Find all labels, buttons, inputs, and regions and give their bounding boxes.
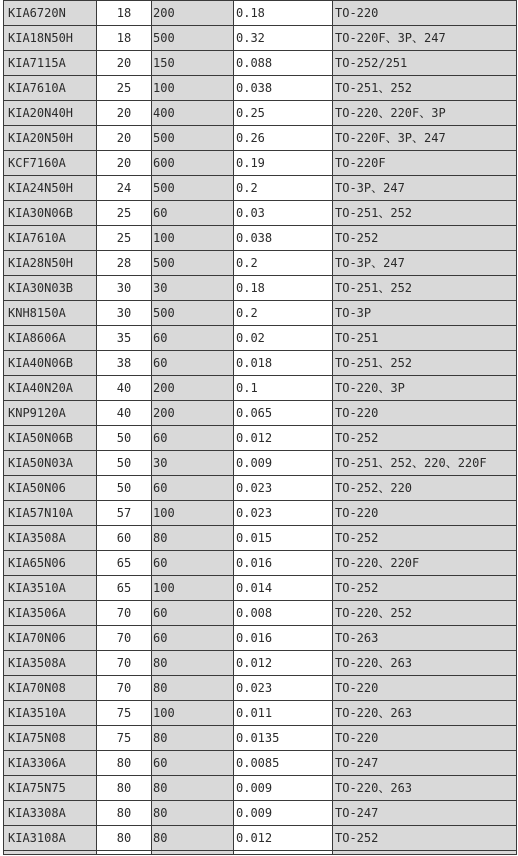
resistance-cell: 0.016 <box>234 626 333 651</box>
current-cell: 75 <box>97 726 152 751</box>
part-number-cell: KIA20N50H <box>4 126 97 151</box>
current-cell: 70 <box>97 651 152 676</box>
resistance-cell: 0.19 <box>234 151 333 176</box>
table-row <box>4 426 517 451</box>
voltage-cell: 80 <box>152 826 234 851</box>
current-cell: 80 <box>97 801 152 826</box>
table-row <box>4 651 517 676</box>
table-row <box>4 601 517 626</box>
table-row <box>4 676 517 701</box>
table-row <box>4 401 517 426</box>
part-number-cell: KIA3306A <box>4 751 97 776</box>
part-number-cell: KIA30N06B <box>4 201 97 226</box>
current-cell: 65 <box>97 551 152 576</box>
mosfet-spec-table <box>3 0 517 855</box>
table-row <box>4 376 517 401</box>
part-number-cell: KNH8150A <box>4 301 97 326</box>
part-number-cell: KIA70N08 <box>4 676 97 701</box>
resistance-cell: 0.011 <box>234 701 333 726</box>
table-row <box>4 1 517 26</box>
package-cell: TO-251、252 <box>333 276 517 301</box>
resistance-cell: 0.2 <box>234 251 333 276</box>
current-cell: 30 <box>97 301 152 326</box>
package-cell: TO-220、252 <box>333 601 517 626</box>
current-cell: 20 <box>97 126 152 151</box>
package-cell: TO-251 <box>333 326 517 351</box>
table-row <box>4 26 517 51</box>
voltage-cell <box>152 851 234 855</box>
voltage-cell: 60 <box>152 601 234 626</box>
voltage-cell: 400 <box>152 101 234 126</box>
voltage-cell: 100 <box>152 576 234 601</box>
table-row <box>4 801 517 826</box>
resistance-cell: 0.009 <box>234 451 333 476</box>
current-cell: 30 <box>97 276 152 301</box>
table-row <box>4 551 517 576</box>
table-row <box>4 126 517 151</box>
current-cell: 80 <box>97 751 152 776</box>
package-cell: TO-252 <box>333 526 517 551</box>
package-cell: TO-220 <box>333 501 517 526</box>
resistance-cell: 0.03 <box>234 201 333 226</box>
part-number-cell: KIA6720N <box>4 1 97 26</box>
table-row <box>4 226 517 251</box>
part-number-cell: KIA30N03B <box>4 276 97 301</box>
part-number-cell: KIA50N03A <box>4 451 97 476</box>
resistance-cell: 0.18 <box>234 276 333 301</box>
current-cell: 20 <box>97 51 152 76</box>
current-cell: 25 <box>97 201 152 226</box>
voltage-cell: 150 <box>152 51 234 76</box>
table-row <box>4 476 517 501</box>
table-row <box>4 51 517 76</box>
part-number-cell: KIA75N75 <box>4 776 97 801</box>
part-number-cell: KIA24N50H <box>4 176 97 201</box>
resistance-cell: 0.1 <box>234 376 333 401</box>
package-cell: TO-251、252 <box>333 201 517 226</box>
table-body <box>4 1 517 855</box>
resistance-cell: 0.26 <box>234 126 333 151</box>
table-row <box>4 176 517 201</box>
table-row <box>4 301 517 326</box>
table-row <box>4 726 517 751</box>
voltage-cell: 80 <box>152 801 234 826</box>
resistance-cell: 0.2 <box>234 176 333 201</box>
voltage-cell: 30 <box>152 276 234 301</box>
resistance-cell: 0.009 <box>234 776 333 801</box>
part-number-cell: KIA3508A <box>4 651 97 676</box>
package-cell: TO-220 <box>333 726 517 751</box>
resistance-cell <box>234 851 333 855</box>
package-cell: TO-252 <box>333 576 517 601</box>
package-cell: TO-252、220 <box>333 476 517 501</box>
table-row <box>4 276 517 301</box>
part-number-cell: KIA75N08 <box>4 726 97 751</box>
table-row <box>4 326 517 351</box>
voltage-cell: 80 <box>152 776 234 801</box>
voltage-cell: 60 <box>152 751 234 776</box>
package-cell: TO-220 <box>333 1 517 26</box>
package-cell: TO-220F <box>333 151 517 176</box>
current-cell: 20 <box>97 101 152 126</box>
package-cell: TO-220、263 <box>333 776 517 801</box>
current-cell: 18 <box>97 1 152 26</box>
part-number-cell: KIA50N06B <box>4 426 97 451</box>
part-number-cell: KIA40N20A <box>4 376 97 401</box>
package-cell: TO-220、3P <box>333 376 517 401</box>
current-cell: 70 <box>97 676 152 701</box>
resistance-cell: 0.012 <box>234 826 333 851</box>
current-cell: 25 <box>97 76 152 101</box>
voltage-cell: 200 <box>152 1 234 26</box>
package-cell: TO-3P <box>333 301 517 326</box>
table-row <box>4 201 517 226</box>
current-cell: 70 <box>97 626 152 651</box>
voltage-cell: 80 <box>152 726 234 751</box>
current-cell <box>97 851 152 855</box>
resistance-cell: 0.009 <box>234 801 333 826</box>
part-number-cell: KIA20N40H <box>4 101 97 126</box>
resistance-cell: 0.32 <box>234 26 333 51</box>
part-number-cell: KIA8606A <box>4 326 97 351</box>
part-number-cell: KIA50N06 <box>4 476 97 501</box>
current-cell: 38 <box>97 351 152 376</box>
table-row <box>4 526 517 551</box>
package-cell: TO-251、252 <box>333 76 517 101</box>
package-cell: TO-220F、3P、247 <box>333 26 517 51</box>
part-number-cell: KIA3308A <box>4 801 97 826</box>
voltage-cell: 100 <box>152 76 234 101</box>
voltage-cell: 80 <box>152 676 234 701</box>
voltage-cell: 60 <box>152 326 234 351</box>
resistance-cell: 0.016 <box>234 551 333 576</box>
resistance-cell: 0.065 <box>234 401 333 426</box>
voltage-cell: 60 <box>152 201 234 226</box>
part-number-cell: KIA3508A <box>4 526 97 551</box>
current-cell: 65 <box>97 576 152 601</box>
package-cell: TO-252 <box>333 226 517 251</box>
part-number-cell: KIA18N50H <box>4 26 97 51</box>
part-number-cell: KIA57N10A <box>4 501 97 526</box>
resistance-cell: 0.023 <box>234 676 333 701</box>
resistance-cell: 0.25 <box>234 101 333 126</box>
package-cell: TO-220 <box>333 401 517 426</box>
voltage-cell: 200 <box>152 376 234 401</box>
current-cell: 40 <box>97 401 152 426</box>
resistance-cell: 0.018 <box>234 351 333 376</box>
table-row <box>4 501 517 526</box>
package-cell: TO-251、252 <box>333 351 517 376</box>
resistance-cell: 0.012 <box>234 651 333 676</box>
table-row <box>4 76 517 101</box>
voltage-cell: 100 <box>152 501 234 526</box>
resistance-cell: 0.008 <box>234 601 333 626</box>
voltage-cell: 500 <box>152 176 234 201</box>
package-cell: TO-220 <box>333 676 517 701</box>
table-row <box>4 251 517 276</box>
table-row <box>4 576 517 601</box>
voltage-cell: 60 <box>152 476 234 501</box>
resistance-cell: 0.014 <box>234 576 333 601</box>
resistance-cell: 0.0135 <box>234 726 333 751</box>
current-cell: 60 <box>97 526 152 551</box>
current-cell: 25 <box>97 226 152 251</box>
table-row <box>4 751 517 776</box>
part-number-cell <box>4 851 97 855</box>
current-cell: 28 <box>97 251 152 276</box>
current-cell: 57 <box>97 501 152 526</box>
package-cell: TO-220、263 <box>333 701 517 726</box>
voltage-cell: 500 <box>152 26 234 51</box>
table-row-cut-off <box>4 851 517 855</box>
voltage-cell: 100 <box>152 701 234 726</box>
part-number-cell: KIA65N06 <box>4 551 97 576</box>
part-number-cell: KIA7115A <box>4 51 97 76</box>
package-cell: TO-251、252、220、220F <box>333 451 517 476</box>
voltage-cell: 500 <box>152 301 234 326</box>
table-row <box>4 626 517 651</box>
voltage-cell: 500 <box>152 126 234 151</box>
part-number-cell: KCF7160A <box>4 151 97 176</box>
table-row <box>4 826 517 851</box>
voltage-cell: 60 <box>152 626 234 651</box>
resistance-cell: 0.038 <box>234 226 333 251</box>
resistance-cell: 0.18 <box>234 1 333 26</box>
package-cell: TO-220F、3P、247 <box>333 126 517 151</box>
part-number-cell: KIA3510A <box>4 576 97 601</box>
table-row <box>4 776 517 801</box>
part-number-cell: KIA40N06B <box>4 351 97 376</box>
voltage-cell: 60 <box>152 551 234 576</box>
package-cell: TO-252 <box>333 426 517 451</box>
package-cell: TO-252 <box>333 826 517 851</box>
package-cell: TO-247 <box>333 801 517 826</box>
table-row <box>4 101 517 126</box>
part-number-cell: KIA3510A <box>4 701 97 726</box>
package-cell <box>333 851 517 855</box>
package-cell: TO-263 <box>333 626 517 651</box>
voltage-cell: 30 <box>152 451 234 476</box>
current-cell: 18 <box>97 26 152 51</box>
part-number-cell: KIA3506A <box>4 601 97 626</box>
part-number-cell: KIA3108A <box>4 826 97 851</box>
part-number-cell: KNP9120A <box>4 401 97 426</box>
current-cell: 40 <box>97 376 152 401</box>
package-cell: TO-247 <box>333 751 517 776</box>
current-cell: 20 <box>97 151 152 176</box>
voltage-cell: 600 <box>152 151 234 176</box>
resistance-cell: 0.023 <box>234 476 333 501</box>
resistance-cell: 0.2 <box>234 301 333 326</box>
current-cell: 50 <box>97 426 152 451</box>
resistance-cell: 0.02 <box>234 326 333 351</box>
package-cell: TO-220、263 <box>333 651 517 676</box>
table-row <box>4 701 517 726</box>
current-cell: 70 <box>97 601 152 626</box>
package-cell: TO-3P、247 <box>333 251 517 276</box>
current-cell: 80 <box>97 776 152 801</box>
resistance-cell: 0.0085 <box>234 751 333 776</box>
voltage-cell: 80 <box>152 526 234 551</box>
part-number-cell: KIA7610A <box>4 226 97 251</box>
package-cell: TO-252/251 <box>333 51 517 76</box>
voltage-cell: 80 <box>152 651 234 676</box>
voltage-cell: 100 <box>152 226 234 251</box>
current-cell: 35 <box>97 326 152 351</box>
package-cell: TO-220、220F、3P <box>333 101 517 126</box>
package-cell: TO-220、220F <box>333 551 517 576</box>
current-cell: 24 <box>97 176 152 201</box>
current-cell: 50 <box>97 451 152 476</box>
voltage-cell: 200 <box>152 401 234 426</box>
resistance-cell: 0.015 <box>234 526 333 551</box>
resistance-cell: 0.088 <box>234 51 333 76</box>
current-cell: 50 <box>97 476 152 501</box>
part-number-cell: KIA28N50H <box>4 251 97 276</box>
table-row <box>4 451 517 476</box>
table-row <box>4 351 517 376</box>
voltage-cell: 500 <box>152 251 234 276</box>
voltage-cell: 60 <box>152 351 234 376</box>
current-cell: 80 <box>97 826 152 851</box>
part-number-cell: KIA7610A <box>4 76 97 101</box>
part-number-cell: KIA70N06 <box>4 626 97 651</box>
resistance-cell: 0.012 <box>234 426 333 451</box>
resistance-cell: 0.038 <box>234 76 333 101</box>
voltage-cell: 60 <box>152 426 234 451</box>
package-cell: TO-3P、247 <box>333 176 517 201</box>
resistance-cell: 0.023 <box>234 501 333 526</box>
table-row <box>4 151 517 176</box>
current-cell: 75 <box>97 701 152 726</box>
